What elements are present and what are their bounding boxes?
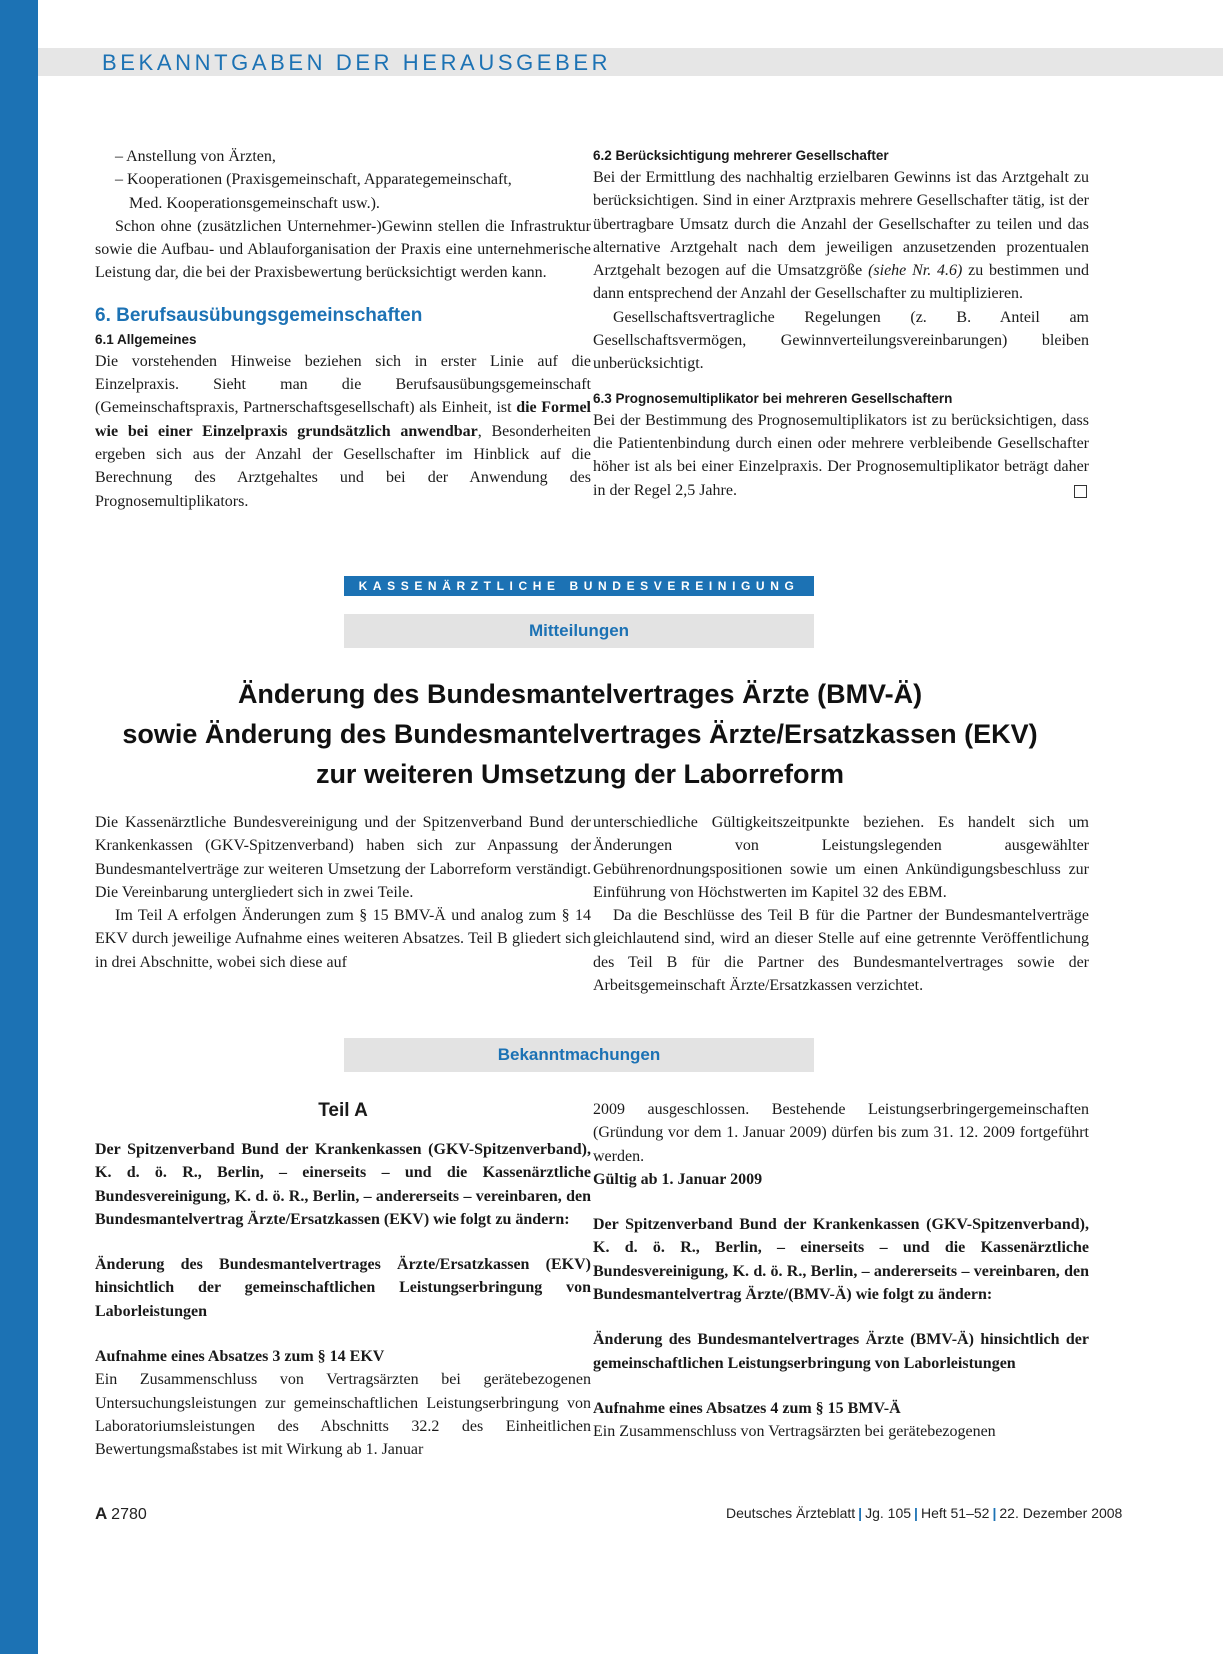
top-left-column	[95, 145, 591, 513]
main-title	[80, 674, 1080, 794]
paragraph: Da die Beschlüsse des Teil B für die Partner der Bundesmantelverträge gleichlautend sind, wird an dieser Stelle auf eine getrennte Veröffentlichung des Teil B für die Partner des Bundesmantelvertrages sowie der Arbeitsgemeinschaft Ärzte/Ersatzkassen verzichtet.	[593, 907, 1089, 995]
paragraph: Ein Zusammenschluss von Vertragsärzten bei gerätebezogenen Untersuchungsleistungen zur gemeinschaftlichen Leistungserbringung von Laboratoriumsleistungen des Abschnitts 32.2 des Einheitlichen Bewertungsmaßstabes ist mit Wirkung ab 1. Januar	[95, 1371, 591, 1459]
left-color-bar	[0, 0, 38, 1654]
italic-run: (siehe Nr. 4.6)	[868, 262, 963, 280]
paragraph: unterschiedliche Gültigkeitszeitpunkte beziehen. Es handelt sich um Änderungen von Leistungslegenden ausgewählter Gebührenordnungspositionen sowie um einen Ankündigungsbeschluss zur Einführung von Höchstwerten im Kapitel 32 des EBM.	[593, 814, 1089, 901]
paragraph-heading: Aufnahme eines Absatzes 4 zum § 15 BMV-Ä	[593, 1399, 901, 1417]
paragraph: Ein Zusammenschluss von Vertragsärzten bei gerätebezogenen	[593, 1423, 996, 1441]
organization-band: KASSENÄRZTLICHE BUNDESVEREINIGUNG	[344, 576, 814, 596]
paragraph: Im Teil A erfolgen Änderungen zum § 15 BMV-Ä und analog zum § 14 EKV durch jeweilige Aufnahme eines weiteren Absatzes. Teil B gliedert sich in drei Abschnitte, wobei sich diese auf	[95, 907, 591, 971]
paragraph: Schon ohne (zusätzlichen Unternehmer-)Gewinn stellen die Infrastruktur sowie die Aufbau- und Ablauforganisation der Praxis eine unternehmerische Leistung dar, die bei der Praxisbewertung berücksichtigt werden kann.	[95, 217, 591, 282]
agreement-paragraph: Der Spitzenverband Bund der Krankenkassen (GKV-Spitzenverband), K. d. ö. R., Berlin, – einerseits – und die Kassenärztliche Bundesvereinigung, K. d. ö. R., Berlin, – andererseits – vereinbaren, den Bundesmantelvertrag Ärzte/Ersatzkassen (EKV) wie folgt zu ändern:	[95, 1141, 591, 1228]
teil-a-right-column	[593, 1098, 1089, 1444]
text-run: Bei der Ermittlung des nachhaltig erzielbaren Gewinns ist das Arztgehalt zu berücksichtigen. Sind in einer Arztpraxis mehrere Gesellschafter tätig, ist der übertragbare Umsatz durch die Anzahl der Gesellschafter zu teilen und das alternative Arztgehalt nach dem jeweiligen anzusetzenden prozentualen Arztgehalt bezogen auf die Umsatzgröße	[593, 169, 1089, 280]
amendment-title: Änderung des Bundesmantelvertrages Ärzte/Ersatzkassen (EKV) hinsichtlich der gemeinschaftlichen Leistungserbringung von Laborleistungen	[95, 1256, 591, 1320]
end-of-article-box-icon	[1074, 485, 1087, 498]
text-run: zu bestimmen und dann entsprechend der Anzahl der Gesellschafter zu multiplizieren.	[593, 262, 1090, 303]
validity-note: Gültig ab 1. Januar 2009	[593, 1170, 763, 1188]
page-number	[95, 1504, 147, 1524]
intro-left-column	[95, 811, 591, 974]
page-prefix: A	[95, 1504, 108, 1523]
text-run: Bei der Bestimmung des Prognosemultiplikators ist zu berücksichtigen, dass die Patientenbindung durch einen oder mehrere verbleibende Gesellschafter höher ist als bei einer Einzelpraxis. Der Prognosemultiplikator beträgt daher in der Regel 2,5 Jahre.	[593, 411, 1089, 499]
paragraph-6-2	[593, 166, 1089, 306]
page-number-value: 2780	[111, 1506, 147, 1523]
subsection-title: 6.2 Berücksichtigung mehrerer Gesellschafter	[593, 148, 889, 163]
paragraph: 2009 ausgeschlossen. Bestehende Leistungserbringergemeinschaften (Gründung vor dem 1. Januar 2009) dürfen bis zum 31. 12. 2009 fortgeführt werden.	[593, 1101, 1089, 1165]
journal-issue: Heft 51–52	[920, 1505, 990, 1521]
text-run: , Besonderheiten ergeben sich aus der Anzahl der Gesellschafter im Hinblick auf die Berechnung des Arztgehaltes und bei der Anwendung des Prognosemultiplikators.	[95, 422, 591, 510]
paragraph-6-1	[95, 350, 591, 513]
teil-a-left-column	[95, 1096, 591, 1462]
mitteilungen-band: Mitteilungen	[344, 614, 814, 648]
paragraph-6-3	[593, 409, 1089, 502]
separator: |	[992, 1505, 997, 1521]
subsection-title: 6.1 Allgemeines	[95, 331, 197, 347]
paragraph-heading: Aufnahme eines Absatzes 3 zum § 14 EKV	[95, 1348, 385, 1366]
intro-right-column	[593, 811, 1089, 997]
text-run: Die vorstehenden Hinweise beziehen sich in erster Linie auf die Einzelpraxis. Sieht man die Berufsausübungsgemeinschaft (Gemeinschaftspraxis, Partnerschaftsgesellschaft) als Einheit, ist	[95, 352, 591, 417]
journal-name: Deutsches Ärzteblatt	[726, 1505, 856, 1521]
paragraph: Gesellschaftsvertragliche Regelungen (z. B. Anteil am Gesellschaftsvermögen, Gewinnverteilungsvereinbarungen) bleiben unberücksichtigt.	[593, 308, 1089, 373]
main-title-line: sowie Änderung des Bundesmantelvertrages Ärzte/Ersatzkassen (EKV)	[122, 719, 1038, 749]
amendment-title: Änderung des Bundesmantelvertrages Ärzte (BMV-Ä) hinsichtlich der gemeinschaftlichen Leistungserbringung von Laborleistungen	[593, 1331, 1089, 1372]
bekanntmachungen-band: Bekanntmachungen	[344, 1038, 814, 1072]
dash-item: – Anstellung von Ärzten,	[115, 148, 276, 165]
journal-date: 22. Dezember 2008	[999, 1505, 1123, 1521]
main-title-line: zur weiteren Umsetzung der Laborreform	[315, 759, 845, 789]
separator: |	[914, 1505, 918, 1521]
top-right-column	[593, 145, 1089, 502]
subsection-title: 6.3 Prognosemultiplikator bei mehreren Gesellschaftern	[593, 390, 953, 406]
teil-a-heading: Teil A	[318, 1100, 368, 1121]
section-title: 6. Berufsausübungsgemeinschaften	[95, 304, 423, 326]
section-header-title: BEKANNTGABEN DER HERAUSGEBER	[102, 50, 612, 75]
main-title-line: Änderung des Bundesmantelvertrages Ärzte (BMV-Ä)	[237, 679, 923, 709]
agreement-paragraph: Der Spitzenverband Bund der Krankenkassen (GKV-Spitzenverband), K. d. ö. R., Berlin, – einerseits – und die Kassenärztliche Bundesvereinigung, K. d. ö. R., Berlin, – andererseits – vereinbaren, den Bundesmantelvertrag Ärzte/(BMV-Ä) wie folgt zu ändern:	[593, 1216, 1089, 1304]
paragraph: Die Kassenärztliche Bundesvereinigung und der Spitzenverband Bund der Krankenkassen (GKV-Spitzenverband) haben sich zur Anpassung der Bundesmantelverträge zur weiteren Umsetzung der Laborreform verständigt. Die Vereinbarung untergliedert sich in zwei Teile.	[95, 814, 591, 901]
dash-item-continuation: Med. Kooperationsgemeinschaft usw.).	[129, 194, 380, 212]
bold-run: die Formel wie bei einer Einzelpraxis grundsätzlich anwendbar	[95, 399, 591, 440]
journal-citation	[726, 1505, 1122, 1521]
separator: |	[858, 1505, 863, 1521]
dash-item: – Kooperationen (Praxisgemeinschaft, Apparategemeinschaft,	[115, 171, 512, 189]
journal-volume: Jg. 105	[865, 1505, 912, 1521]
